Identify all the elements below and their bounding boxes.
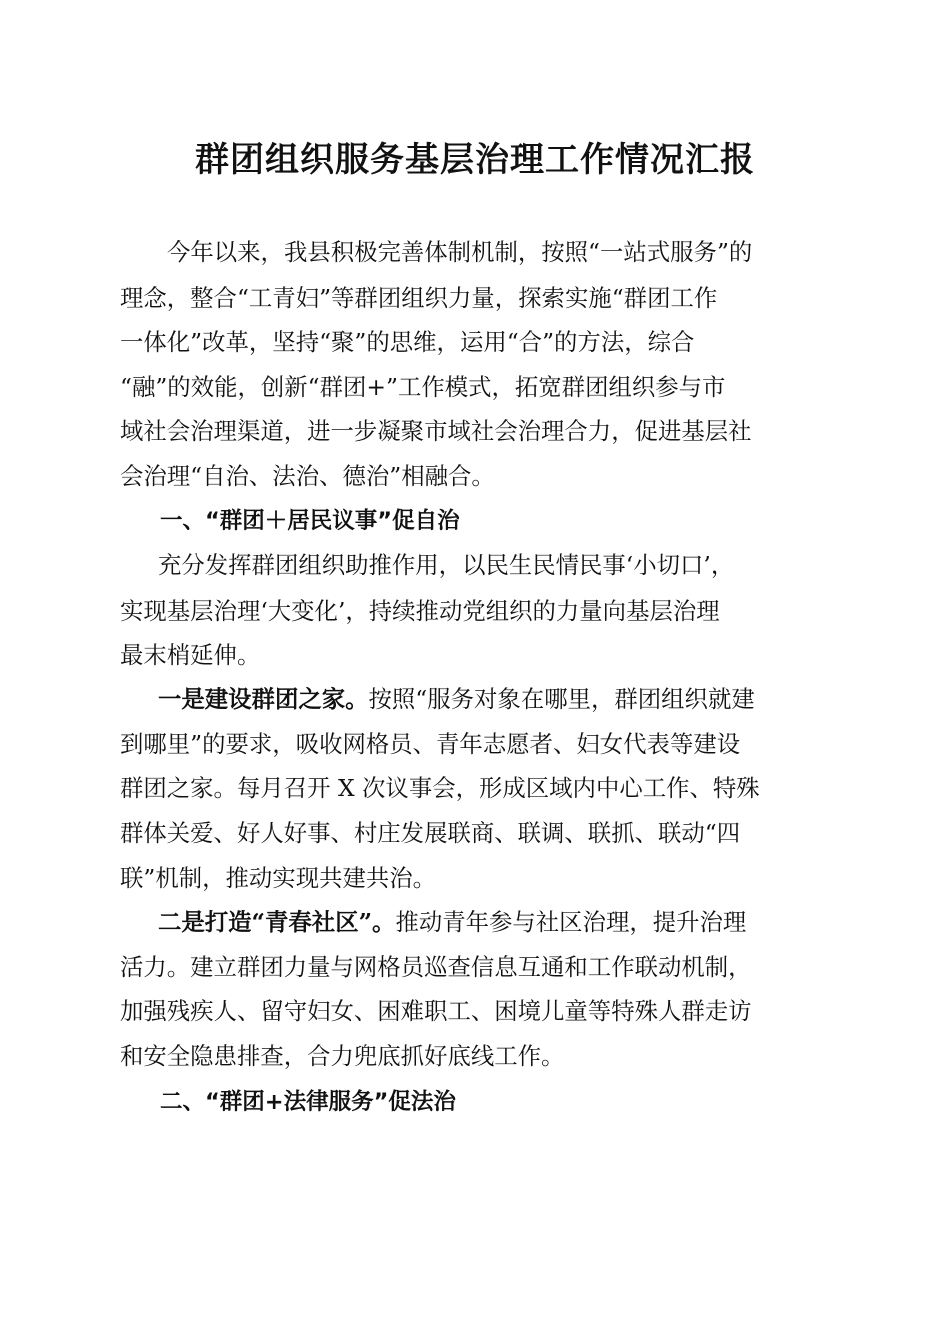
intro-line-2: 理念，整合“工青妇”等群团组织力量，探索实施“群团工作 xyxy=(120,284,718,312)
intro-line-1: 今年以来，我县积极完善体制机制，按照“一站式服务”的 xyxy=(167,238,753,266)
section-1-line-1: 充分发挥群团组织助推作用，以民生民情民事‘小切口’， xyxy=(158,551,735,579)
section-2-heading: 二、“群团+法律服务”促法治 xyxy=(160,1089,456,1115)
item-1-line-1 xyxy=(120,684,830,714)
intro-line-4: “融”的效能，创新“群团+”工作模式，拓宽群团组织参与市 xyxy=(120,373,726,401)
intro-line-5: 域社会治理渠道，进一步凝聚市域社会治理合力，促进基层社 xyxy=(120,417,752,445)
section-1-heading: 一、“群团＋居民议事”促自治 xyxy=(160,508,460,534)
item-1-line-5: 联”机制，推动实现共建共治。 xyxy=(120,864,437,892)
item-1-line-3: 群团之家。每月召开 X 次议事会，形成区域内中心工作、特殊 xyxy=(120,774,760,802)
item-2-text: 推动青年参与社区治理，提升治理 xyxy=(395,908,747,936)
item-1-line-4: 群体关爱、好人好事、村庄发展联商、联调、联抓、联动“四 xyxy=(120,819,741,847)
section-1-line-2: 实现基层治理‘大变化’，持续推动党组织的力量向基层治理 xyxy=(120,597,720,625)
document-title: 群团组织服务基层治理工作情况汇报 xyxy=(195,140,755,180)
section-1-line-3: 最末梢延伸。 xyxy=(120,641,261,669)
item-2-line-3: 加强残疾人、留守妇女、困难职工、困境儿童等特殊人群走访 xyxy=(120,997,752,1025)
item-1-text: 按照“服务对象在哪里，群团组织就建 xyxy=(368,685,755,713)
item-2-line-4: 和安全隐患排查，合力兜底抓好底线工作。 xyxy=(120,1042,565,1070)
item-2-line-2: 活力。建立群团力量与网格员巡查信息互通和工作联动机制， xyxy=(120,953,752,981)
item-1-lead: 一是建设群团之家。 xyxy=(158,685,369,713)
item-1-line-2: 到哪里”的要求，吸收网格员、青年志愿者、妇女代表等建设 xyxy=(120,730,741,758)
intro-line-3: 一体化”改革，坚持“聚”的思维，运用“合”的方法，综合 xyxy=(120,328,695,356)
item-2-lead: 二是打造“青春社区”。 xyxy=(158,908,396,936)
intro-line-6: 会治理“自治、法治、德治”相融合。 xyxy=(120,462,495,490)
item-2-line-1 xyxy=(120,907,830,937)
